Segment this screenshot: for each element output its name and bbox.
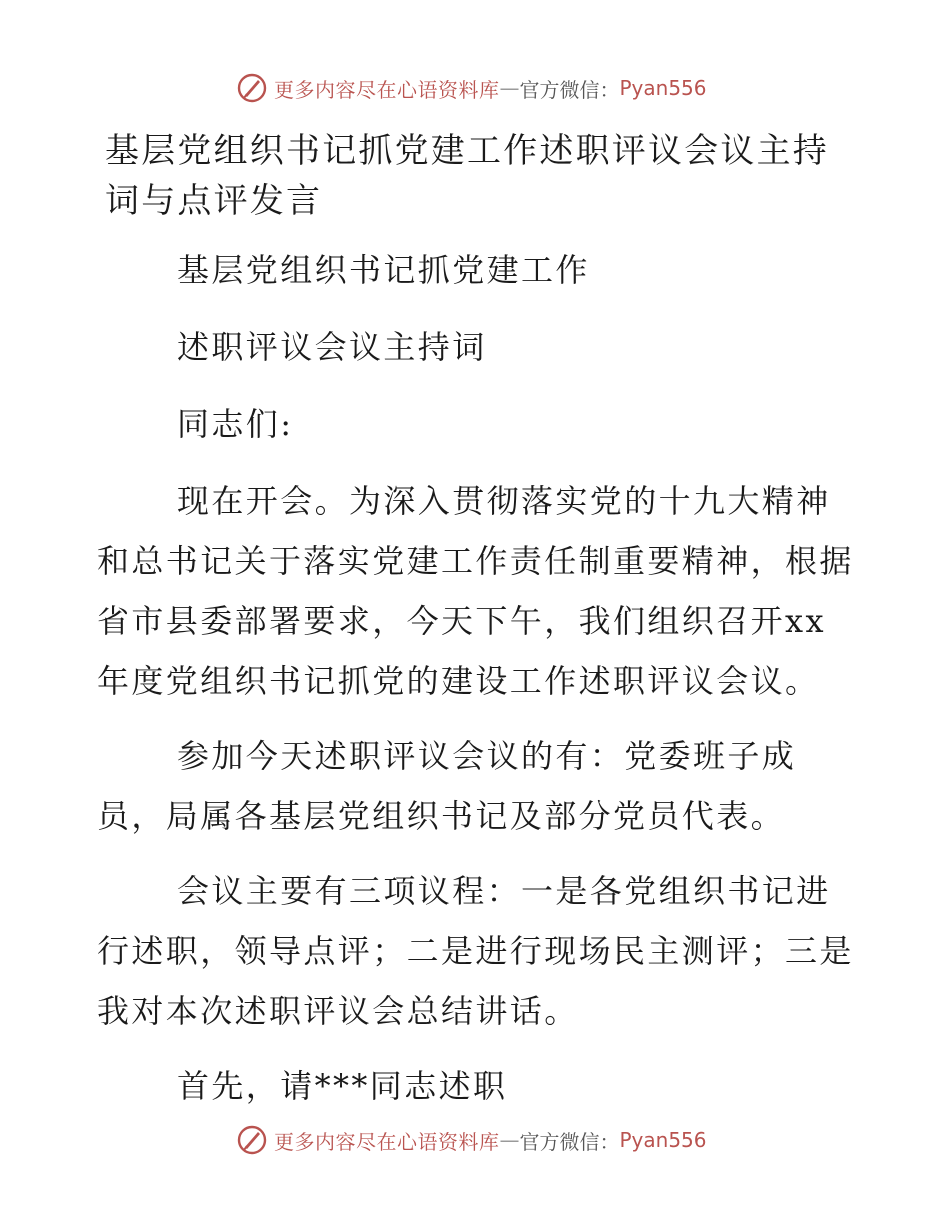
subtitle-line-2: 述职评议会议主持词: [177, 328, 487, 366]
quill-logo-icon: [236, 72, 268, 104]
document-body: [97, 122, 857, 1133]
paragraph-opening: 现在开会。为深入贯彻落实党的十九大精神和总书记关于落实党建工作责任制重要精神，根据省市县委部署要求，今天下午，我们组织召开xx年度党组织书记抓党的建设工作述职评议会议。: [97, 482, 854, 700]
watermark-contact-id: Pyan556: [619, 1128, 707, 1152]
header-watermark: [236, 72, 707, 104]
footer-watermark: [236, 1124, 707, 1156]
watermark-text: 更多内容尽在心语资料库: [274, 77, 500, 102]
watermark-contact-id: Pyan556: [619, 76, 707, 100]
watermark-contact-label: 官方微信：: [519, 77, 620, 102]
quill-logo-icon: [236, 1124, 268, 1156]
document-title: 基层党组织书记抓党建工作述职评议会议主持词与点评发言: [105, 131, 829, 221]
closing-line: 首先，请***同志述职: [177, 1067, 508, 1105]
watermark-dash: —: [499, 76, 520, 100]
paragraph-attendees: 参加今天述职评议会议的有：党委班子成员，局属各基层党组织书记及部分党员代表。: [97, 737, 797, 835]
paragraph-agenda: 会议主要有三项议程：一是各党组织书记进行述职，领导点评；二是进行现场民主测评；三是我对本次述职评议会总结讲话。: [97, 872, 854, 1030]
subtitle-line-1: 基层党组织书记抓党建工作: [177, 251, 590, 289]
greeting: 同志们:: [177, 405, 294, 443]
watermark-dash: —: [499, 1128, 520, 1152]
watermark-contact-label: 官方微信：: [519, 1129, 620, 1154]
watermark-text: 更多内容尽在心语资料库: [274, 1129, 500, 1154]
